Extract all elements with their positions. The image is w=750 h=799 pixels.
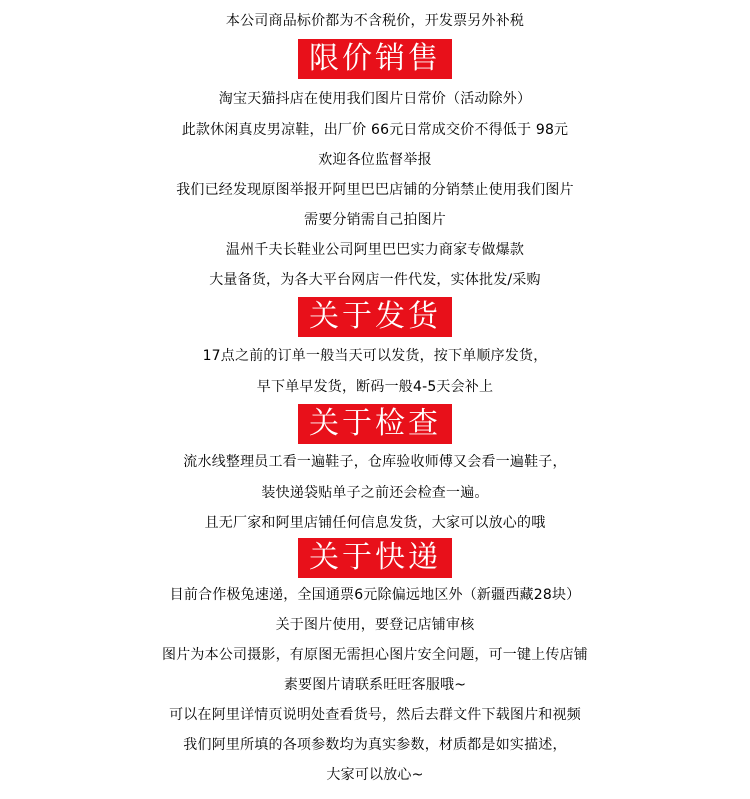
inspection-line: 装快递袋贴单子之前还会检查一遍。 (261, 485, 489, 501)
sale-line: 欢迎各位监督举报 (318, 152, 432, 168)
sale-heading-container (0, 39, 750, 79)
shipping-line: 早下单早发货，断码一般4-5天会补上 (256, 379, 494, 395)
express-line: 素要图片请联系旺旺客服哦~ (283, 677, 467, 693)
sale-line: 淘宝天猫抖店在使用我们图片日常价（活动除外） (218, 91, 532, 107)
express-line: 图片为本公司摄影，有原图无需担心图片安全问题，可一键上传店铺 (162, 647, 588, 663)
sale-line: 我们已经发现原图举报开阿里巴巴店铺的分销禁止使用我们图片 (176, 182, 574, 198)
inspection-line: 流水线整理员工看一遍鞋子，仓库验收师傅又会看一遍鞋子， (183, 454, 567, 470)
sale-line: 大量备货，为各大平台网店一件代发，实体批发/采购 (209, 272, 541, 288)
shipping-heading: 关于发货 (298, 297, 452, 337)
sale-line: 需要分销需自己拍图片 (304, 212, 446, 228)
inspection-heading: 关于检查 (298, 404, 452, 444)
tax-notice-text: 本公司商品标价都为不含税价，开发票另外补税 (225, 13, 525, 29)
sale-heading: 限价销售 (298, 39, 452, 79)
express-heading: 关于快递 (298, 538, 452, 578)
shipping-heading-container (0, 297, 750, 337)
sale-line: 此款休闲真皮男凉鞋，出厂价 66元日常成交价不得低于 98元 (181, 122, 569, 138)
express-line: 我们阿里所填的各项参数均为真实参数，材质都是如实描述， (183, 737, 567, 753)
express-line: 可以在阿里详情页说明处查看货号，然后去群文件下载图片和视频 (169, 707, 581, 723)
express-heading-container (0, 538, 750, 578)
inspection-line: 且无厂家和阿里店铺任何信息发货，大家可以放心的哦 (204, 515, 546, 531)
sale-line: 温州千夫长鞋业公司阿里巴巴实力商家专做爆款 (225, 242, 525, 258)
express-line: 大家可以放心~ (326, 767, 424, 783)
express-line: 目前合作极兔速递，全国通票6元除偏远地区外（新疆西藏28块） (169, 587, 581, 603)
inspection-heading-container (0, 404, 750, 444)
express-line: 关于图片使用，要登记店铺审核 (275, 617, 475, 633)
shipping-line: 17点之前的订单一般当天可以发货，按下单顺序发货， (202, 348, 548, 364)
